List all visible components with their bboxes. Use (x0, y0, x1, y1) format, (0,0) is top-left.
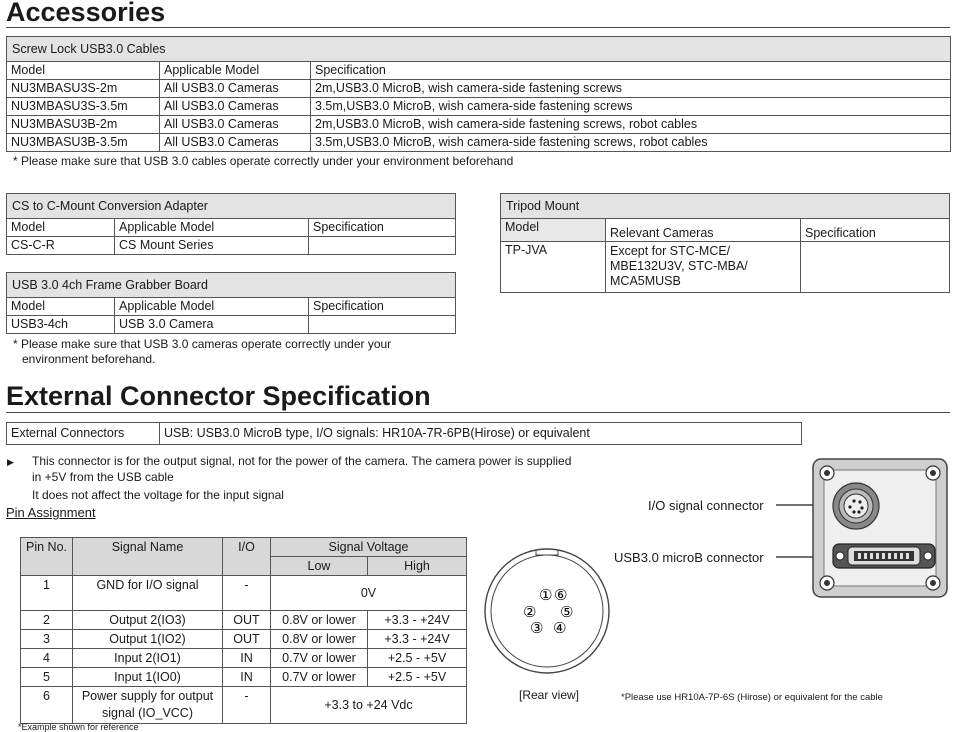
cell-pin: 3 (21, 630, 73, 649)
external-connectors-table (6, 422, 802, 445)
tripod-mount-table (500, 193, 950, 293)
cell-spec (309, 237, 456, 255)
col-header-applicable-model: Applicable Model (160, 62, 311, 80)
col-header-specification: Specification (309, 219, 456, 237)
table-row (21, 687, 467, 724)
cell-io: IN (223, 668, 271, 687)
cell-relevant-cameras (606, 242, 801, 293)
col-header-io: I/O (223, 538, 271, 576)
table-row (7, 98, 951, 116)
col-header-signal-voltage: Signal Voltage (271, 538, 467, 557)
cell-high: +3.3 - +24V (368, 630, 467, 649)
pin-6-label: ⑥ (554, 586, 568, 604)
rear-view-label: [Rear view] (519, 688, 580, 702)
cell-voltage: +3.3 to +24 Vdc (271, 687, 467, 724)
cell-applicable: All USB3.0 Cameras (160, 116, 311, 134)
cell-low: 0.7V or lower (271, 649, 368, 668)
table-row (7, 134, 951, 152)
cell-spec: 3.5m,USB3.0 MicroB, wish camera-side fastening screws, robot cables (311, 134, 951, 152)
cell-spec: 2m,USB3.0 MicroB, wish camera-side fastening screws, robot cables (311, 116, 951, 134)
cell-model: NU3MBASU3S-3.5m (7, 98, 160, 116)
cell-model: NU3MBASU3S-2m (7, 80, 160, 98)
frame-grabber-table (6, 272, 456, 334)
cell-low: 0.7V or lower (271, 668, 368, 687)
cell-applicable: CS Mount Series (115, 237, 309, 255)
cameras-line: MBE132U3V, STC-MBA/ (610, 259, 748, 273)
cell-high: +2.5 - +5V (368, 668, 467, 687)
camera-rear-illustration (770, 456, 950, 600)
col-header-specification: Specification (309, 298, 456, 316)
cell-voltage: 0V (271, 576, 467, 611)
cell-model: NU3MBASU3B-3.5m (7, 134, 160, 152)
cell-spec (309, 316, 456, 334)
table-row (7, 237, 456, 255)
cell-spec (801, 242, 950, 293)
cell-applicable: All USB3.0 Cameras (160, 80, 311, 98)
cell-applicable: All USB3.0 Cameras (160, 134, 311, 152)
bullet-icon: ▶ (7, 457, 14, 467)
cell-high: +3.3 - +24V (368, 611, 467, 630)
pin-2-label: ② (523, 603, 537, 621)
external-connector-rule (6, 412, 950, 413)
accessories-heading: Accessories (6, 0, 166, 27)
external-connector-heading: External Connector Specification (6, 381, 431, 411)
cell-io: OUT (223, 630, 271, 649)
cell-spec: 3.5m,USB3.0 MicroB, wish camera-side fastening screws (311, 98, 951, 116)
cell-signal: Input 2(IO1) (73, 649, 223, 668)
pin-3-label: ③ (530, 619, 544, 637)
accessories-rule (6, 27, 950, 28)
col-header-pin: Pin No. (21, 538, 73, 576)
connector-description-line1: This connector is for the output signal, not for the power of the camera. The camera power is supplied (32, 454, 572, 468)
cell-pin: 2 (21, 611, 73, 630)
cell-spec: 2m,USB3.0 MicroB, wish camera-side fastening screws (311, 80, 951, 98)
table-row (21, 649, 467, 668)
table-row (21, 668, 467, 687)
col-header-signal-name: Signal Name (73, 538, 223, 576)
cell-pin: 1 (21, 576, 73, 611)
cell-model: NU3MBASU3B-2m (7, 116, 160, 134)
cell-signal: GND for I/O signal (73, 576, 223, 611)
usb-camera-note-line2: environment beforehand. (22, 352, 156, 366)
table-row (21, 630, 467, 649)
signal-line: Power supply for output (81, 689, 214, 703)
cell-io: OUT (223, 611, 271, 630)
usb-camera-note-line1: * Please make sure that USB 3.0 cameras operate correctly under your (13, 337, 392, 351)
io-connector-label: I/O signal connector (648, 498, 764, 513)
pin-1-label: ① (539, 586, 553, 604)
table-caption: USB 3.0 4ch Frame Grabber Board (7, 273, 456, 298)
table-caption: Tripod Mount (501, 194, 950, 219)
cell-applicable: All USB3.0 Cameras (160, 98, 311, 116)
connector-description-line2: in +5V from the USB cable (32, 470, 174, 484)
cell-io: IN (223, 649, 271, 668)
cameras-line: Except for STC-MCE/ (610, 244, 731, 258)
connectors-value: USB: USB3.0 MicroB type, I/O signals: HR10A-7R-6PB(Hirose) or equivalent (160, 423, 802, 445)
pin-5-label: ⑤ (560, 603, 574, 621)
cell-pin: 6 (21, 687, 73, 724)
col-header-model: Model (501, 219, 606, 242)
col-header-applicable-model: Applicable Model (115, 298, 309, 316)
col-header-model: Model (7, 62, 160, 80)
pin-assignment-heading: Pin Assignment (6, 505, 96, 520)
cell-pin: 4 (21, 649, 73, 668)
col-header-relevant-cameras: Relevant Cameras (606, 219, 801, 242)
col-header-model: Model (7, 298, 115, 316)
table-row (21, 576, 467, 611)
cell-signal: Output 1(IO2) (73, 630, 223, 649)
col-header-specification: Specification (801, 219, 950, 242)
pin-assignment-table (20, 537, 467, 724)
signal-line: signal (IO_VCC) (102, 706, 193, 720)
cell-applicable: USB 3.0 Camera (115, 316, 309, 334)
table-caption: Screw Lock USB3.0 Cables (7, 37, 951, 62)
connector-description-line3: It does not affect the voltage for the input signal (32, 488, 284, 502)
table-row (501, 242, 950, 293)
cell-signal: Input 1(IO0) (73, 668, 223, 687)
connector-rear-view-diagram (484, 538, 614, 686)
cell-model: CS-C-R (7, 237, 115, 255)
col-header-model: Model (7, 219, 115, 237)
pin-4-label: ④ (553, 619, 567, 637)
col-header-applicable-model: Applicable Model (115, 219, 309, 237)
cell-io: - (223, 576, 271, 611)
table-row (7, 316, 456, 334)
cs-adapter-table (6, 193, 456, 255)
screw-lock-cables-table (6, 36, 951, 152)
table-row (7, 116, 951, 134)
cell-high: +2.5 - +5V (368, 649, 467, 668)
col-header-specification: Specification (311, 62, 951, 80)
cell-signal: Output 2(IO3) (73, 611, 223, 630)
cell-model: TP-JVA (501, 242, 606, 293)
cameras-line: MCA5MUSB (610, 274, 681, 288)
cable-note: *Please use HR10A-7P-6S (Hirose) or equivalent for the cable (621, 692, 883, 703)
cell-pin: 5 (21, 668, 73, 687)
cell-low: 0.8V or lower (271, 611, 368, 630)
col-header-high: High (368, 557, 467, 576)
connectors-label: External Connectors (7, 423, 160, 445)
usb-cable-note: * Please make sure that USB 3.0 cables operate correctly under your environment beforehand (13, 154, 514, 168)
cell-model: USB3-4ch (7, 316, 115, 334)
table-row (21, 611, 467, 630)
table-caption: CS to C-Mount Conversion Adapter (7, 194, 456, 219)
example-footnote: *Example shown for reference (18, 722, 139, 732)
col-header-low: Low (271, 557, 368, 576)
cell-signal (73, 687, 223, 724)
table-row (7, 80, 951, 98)
usb-connector-label: USB3.0 microB connector (614, 550, 764, 565)
cell-io: - (223, 687, 271, 724)
cell-low: 0.8V or lower (271, 630, 368, 649)
